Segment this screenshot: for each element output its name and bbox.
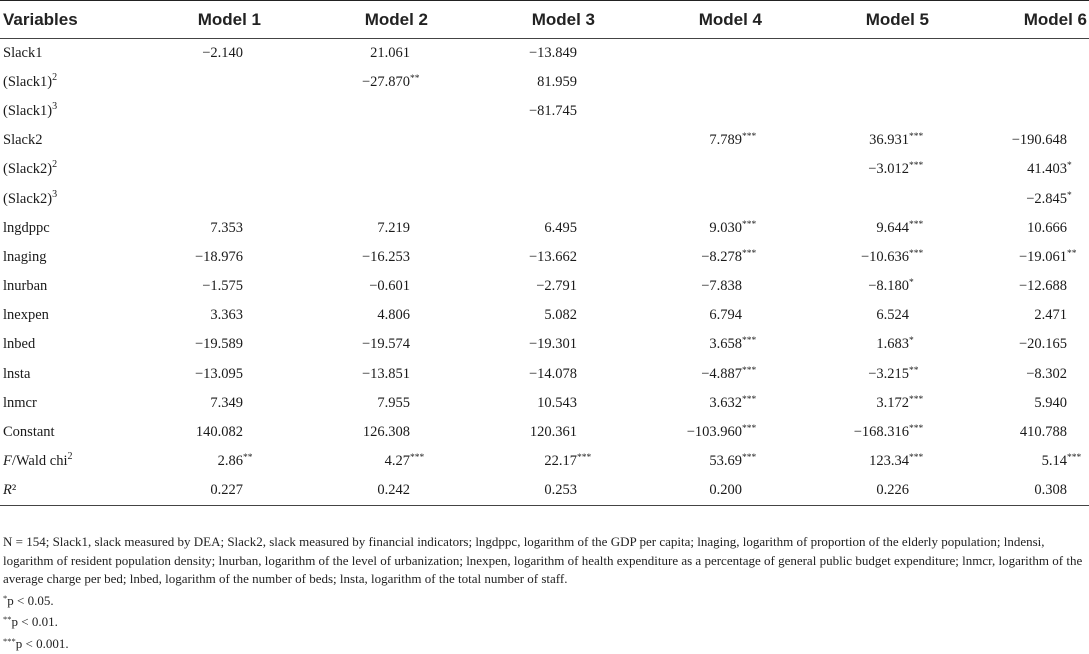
cell-model-2 [263,476,430,505]
cell-model-6 [931,330,1089,359]
cell-model-2 [263,418,430,447]
cell-model-2 [263,447,430,476]
row-label-text: Slack2 [3,132,43,149]
coefficient-value: −103.960 [686,424,742,441]
coefficient-value: −0.601 [369,278,410,295]
cell-model-6 [931,97,1089,126]
coefficient-value: 5.14 [1041,453,1067,470]
cell-model-1 [158,476,263,505]
table-row [0,184,1089,213]
cell-model-3 [430,301,597,330]
row-label [0,214,158,243]
coefficient-value: −13.851 [361,365,410,382]
coefficient-value: −19.589 [194,336,243,353]
table-body [0,39,1089,506]
table-row [0,360,1089,389]
cell-model-3 [430,214,597,243]
cell-model-6 [931,360,1089,389]
cell-model-1 [158,272,263,301]
table-row [0,389,1089,418]
coefficient-value: 5.082 [544,307,577,324]
row-label-superscript: 3 [52,188,58,200]
coefficient-value: −8.180 [868,278,909,295]
cell-model-1 [158,126,263,155]
cell-model-4 [597,330,764,359]
cell-model-2 [263,389,430,418]
coefficient-value: 6.495 [544,219,577,236]
table-row [0,97,1089,126]
cell-model-5 [764,418,931,447]
cell-model-5 [764,360,931,389]
cell-model-5 [764,155,931,184]
cell-model-6 [931,476,1089,505]
cell-model-4 [597,272,764,301]
coefficient-value: 4.806 [377,307,410,324]
significance-stars: *** [742,365,757,376]
cell-model-6 [931,389,1089,418]
coefficient-value: −3.215 [868,365,909,382]
header-model-1: Model 1 [158,1,263,39]
coefficient-value: 36.931 [869,132,909,149]
row-label [0,447,158,476]
significance-stars: * [909,336,914,347]
row-label [0,301,158,330]
table-row [0,243,1089,272]
coefficient-value: 41.403 [1027,161,1067,178]
row-label-text: lnsta [3,365,31,382]
cell-model-4 [597,97,764,126]
cell-model-5 [764,184,931,213]
table-row [0,126,1089,155]
table-row [0,301,1089,330]
coefficient-value: 7.955 [377,394,410,411]
significance-stars: *** [909,424,924,435]
cell-model-1 [158,243,263,272]
row-label [0,243,158,272]
coefficient-value: 123.34 [869,453,909,470]
table-row [0,272,1089,301]
row-label-superscript: 2 [52,71,58,83]
cell-model-6 [931,243,1089,272]
row-label-text: Slack1 [3,44,43,61]
cell-model-1 [158,184,263,213]
cell-model-6 [931,155,1089,184]
row-label-superscript: 3 [52,100,58,112]
coefficient-value: −19.574 [361,336,410,353]
row-label-text: lnexpen [3,307,49,324]
coefficient-value: 21.061 [370,44,410,61]
row-label [0,389,158,418]
significance-stars: ** [410,73,420,84]
row-label [0,476,158,505]
significance-stars: *** [742,248,757,259]
cell-model-3 [430,447,597,476]
coefficient-value: −2.845 [1026,190,1067,207]
cell-model-6 [931,214,1089,243]
coefficient-value: 10.543 [537,394,577,411]
cell-model-1 [158,301,263,330]
cell-model-2 [263,184,430,213]
coefficient-value: −13.662 [528,248,577,265]
coefficient-value: −4.887 [701,365,742,382]
row-label-text: lngdppc [3,219,50,236]
row-label [0,39,158,68]
table-footnotes [3,533,1083,654]
significance-stars: ** [243,453,253,464]
cell-model-4 [597,155,764,184]
cell-model-3 [430,418,597,447]
cell-model-2 [263,243,430,272]
significance-stars: *** [909,453,924,464]
footnote-main: N = 154; Slack1, slack measured by DEA; Slack2, slack measured by financial indicators; lngdppc, logarithm of the GDP per capita; lnaging, logarithm of proportion of the elderly population; lndensi, logarithm of resident population density; lnurban, logarithm of the level of urbanization; lnexpen, logarithm of health expenditure as a percentage of general public budget expenditure; lnmcr, logarithm of the average charge per bed; lnbed, logarithm of the number of beds; lnsta, logarithm of the total number of staff. [3,534,1083,587]
row-label-text: lnaging [3,248,47,265]
cell-model-6 [931,68,1089,97]
cell-model-6 [931,184,1089,213]
significance-stars: * [1067,161,1072,172]
table-row [0,39,1089,68]
row-label-italic: F [3,453,12,470]
coefficient-value: 0.242 [377,482,410,499]
coefficient-value: 7.789 [709,132,742,149]
coefficient-value: 3.658 [709,336,742,353]
cell-model-4 [597,126,764,155]
footnote-sig-05 [3,589,1083,611]
cell-model-2 [263,360,430,389]
cell-model-3 [430,272,597,301]
significance-stars: *** [742,453,757,464]
header-model-5: Model 5 [764,1,931,39]
coefficient-value: −14.078 [528,365,577,382]
coefficient-value: 2.471 [1034,307,1067,324]
row-label [0,418,158,447]
coefficient-value: 6.794 [709,307,742,324]
row-label [0,155,158,184]
cell-model-3 [430,126,597,155]
cell-model-5 [764,126,931,155]
sig-mark: ** [3,614,12,625]
coefficient-value: 0.200 [709,482,742,499]
header-row [0,1,1089,39]
coefficient-value: −81.745 [528,102,577,119]
significance-stars: *** [909,219,924,230]
cell-model-5 [764,301,931,330]
coefficient-value: 0.227 [210,482,243,499]
cell-model-4 [597,360,764,389]
coefficient-value: 1.683 [876,336,909,353]
cell-model-5 [764,243,931,272]
row-label-text: (Slack1) [3,102,53,119]
significance-stars: *** [742,424,757,435]
cell-model-1 [158,447,263,476]
coefficient-value: 22.17 [544,453,577,470]
sig-mark: *** [3,635,16,646]
table-row [0,330,1089,359]
cell-model-5 [764,272,931,301]
coefficient-value: −7.838 [701,278,742,295]
cell-model-6 [931,39,1089,68]
cell-model-1 [158,68,263,97]
coefficient-value: −3.012 [868,161,909,178]
cell-model-1 [158,360,263,389]
coefficient-value: −18.976 [194,248,243,265]
cell-model-1 [158,330,263,359]
cell-model-6 [931,126,1089,155]
significance-stars: *** [909,132,924,143]
coefficient-value: 7.353 [210,219,243,236]
cell-model-4 [597,447,764,476]
table-row [0,447,1089,476]
cell-model-4 [597,68,764,97]
header-model-6: Model 6 [931,1,1089,39]
table-row [0,476,1089,505]
coefficient-value: 0.308 [1034,482,1067,499]
cell-model-5 [764,447,931,476]
cell-model-6 [931,418,1089,447]
cell-model-3 [430,97,597,126]
coefficient-value: −16.253 [361,248,410,265]
coefficient-value: 3.172 [876,394,909,411]
row-label-text: lnurban [3,278,48,295]
coefficient-value: −2.791 [536,278,577,295]
significance-stars: *** [909,394,924,405]
cell-model-5 [764,476,931,505]
significance-stars: * [909,278,914,289]
cell-model-1 [158,97,263,126]
significance-stars: *** [577,453,592,464]
cell-model-1 [158,389,263,418]
significance-stars: ** [1067,248,1077,259]
coefficient-value: −12.688 [1018,278,1067,295]
table-row [0,68,1089,97]
significance-stars: *** [909,248,924,259]
table-row [0,155,1089,184]
row-label-text: (Slack1) [3,73,53,90]
header-model-4: Model 4 [597,1,764,39]
cell-model-5 [764,97,931,126]
significance-stars: *** [742,219,757,230]
row-label-text: Constant [3,424,55,441]
cell-model-4 [597,214,764,243]
footnote-sig-01 [3,610,1083,632]
coefficient-value: −2.140 [202,44,243,61]
cell-model-6 [931,447,1089,476]
sig-text: p < 0.05. [7,592,54,608]
coefficient-value: 410.788 [1019,424,1067,441]
significance-stars: *** [742,394,757,405]
cell-model-2 [263,97,430,126]
coefficient-value: 10.666 [1027,219,1067,236]
cell-model-3 [430,476,597,505]
cell-model-5 [764,214,931,243]
row-label [0,272,158,301]
cell-model-4 [597,418,764,447]
cell-model-3 [430,389,597,418]
significance-stars: * [1067,190,1072,201]
cell-model-4 [597,184,764,213]
coefficient-value: −19.061 [1018,248,1067,265]
coefficient-value: −20.165 [1018,336,1067,353]
cell-model-4 [597,243,764,272]
cell-model-2 [263,214,430,243]
cell-model-1 [158,155,263,184]
coefficient-value: 6.524 [876,307,909,324]
row-label-text: (Slack2) [3,161,53,178]
row-label [0,68,158,97]
row-label-text: lnmcr [3,394,37,411]
row-label [0,97,158,126]
coefficient-value: −10.636 [860,248,909,265]
coefficient-value: 3.632 [709,394,742,411]
cell-model-1 [158,214,263,243]
coefficient-value: −13.849 [528,44,577,61]
coefficient-value: 4.27 [384,453,410,470]
cell-model-3 [430,155,597,184]
cell-model-1 [158,418,263,447]
row-label-italic: R [3,482,12,499]
coefficient-value: 9.644 [876,219,909,236]
cell-model-5 [764,68,931,97]
row-label [0,330,158,359]
significance-stars: *** [742,336,757,347]
cell-model-2 [263,301,430,330]
row-label-rest: /Wald chi [11,453,68,470]
significance-stars: *** [742,132,757,143]
significance-stars: ** [909,365,919,376]
cell-model-5 [764,389,931,418]
cell-model-4 [597,39,764,68]
header-model-3: Model 3 [430,1,597,39]
coefficient-value: 126.308 [362,424,410,441]
row-label-rest: ² [11,482,17,499]
coefficient-value: 2.86 [217,453,243,470]
row-label-superscript: 2 [67,451,73,463]
header-model-2: Model 2 [263,1,430,39]
significance-stars: *** [410,453,425,464]
sig-text: p < 0.01. [11,614,58,630]
cell-model-3 [430,68,597,97]
cell-model-3 [430,39,597,68]
cell-model-2 [263,272,430,301]
coefficient-value: 3.363 [210,307,243,324]
coefficient-value: 9.030 [709,219,742,236]
cell-model-2 [263,39,430,68]
cell-model-4 [597,301,764,330]
coefficient-value: −1.575 [202,278,243,295]
cell-model-3 [430,184,597,213]
row-label [0,184,158,213]
cell-model-1 [158,39,263,68]
cell-model-2 [263,126,430,155]
cell-model-3 [430,243,597,272]
cell-model-2 [263,68,430,97]
cell-model-4 [597,476,764,505]
sig-mark: * [3,592,8,603]
coefficient-value: −19.301 [528,336,577,353]
table-row [0,214,1089,243]
coefficient-value: −8.278 [701,248,742,265]
significance-stars: *** [909,161,924,172]
coefficient-value: 140.082 [195,424,243,441]
coefficient-value: 7.219 [377,219,410,236]
coefficient-value: −8.302 [1026,365,1067,382]
cell-model-2 [263,155,430,184]
row-label [0,126,158,155]
coefficient-value: 7.349 [210,394,243,411]
cell-model-3 [430,360,597,389]
row-label [0,360,158,389]
row-label-superscript: 2 [52,159,58,171]
cell-model-2 [263,330,430,359]
coefficient-value: −190.648 [1011,132,1067,149]
coefficient-value: 0.226 [876,482,909,499]
cell-model-4 [597,389,764,418]
coefficient-value: 0.253 [544,482,577,499]
coefficient-value: 53.69 [709,453,742,470]
coefficient-value: 5.940 [1034,394,1067,411]
cell-model-3 [430,330,597,359]
coefficient-value: −27.870 [361,73,410,90]
cell-model-6 [931,301,1089,330]
table-row [0,418,1089,447]
header-variables: Variables [0,1,158,39]
sig-text: p < 0.001. [15,635,69,651]
cell-model-5 [764,330,931,359]
row-label-text: (Slack2) [3,190,53,207]
significance-stars: *** [1067,453,1082,464]
cell-model-5 [764,39,931,68]
cell-model-6 [931,272,1089,301]
coefficient-value: −168.316 [853,424,909,441]
coefficient-value: −13.095 [194,365,243,382]
coefficient-value: 81.959 [537,73,577,90]
row-label-text: lnbed [3,336,36,353]
footnote-sig-001 [3,632,1083,654]
coefficient-value: 120.361 [529,424,577,441]
